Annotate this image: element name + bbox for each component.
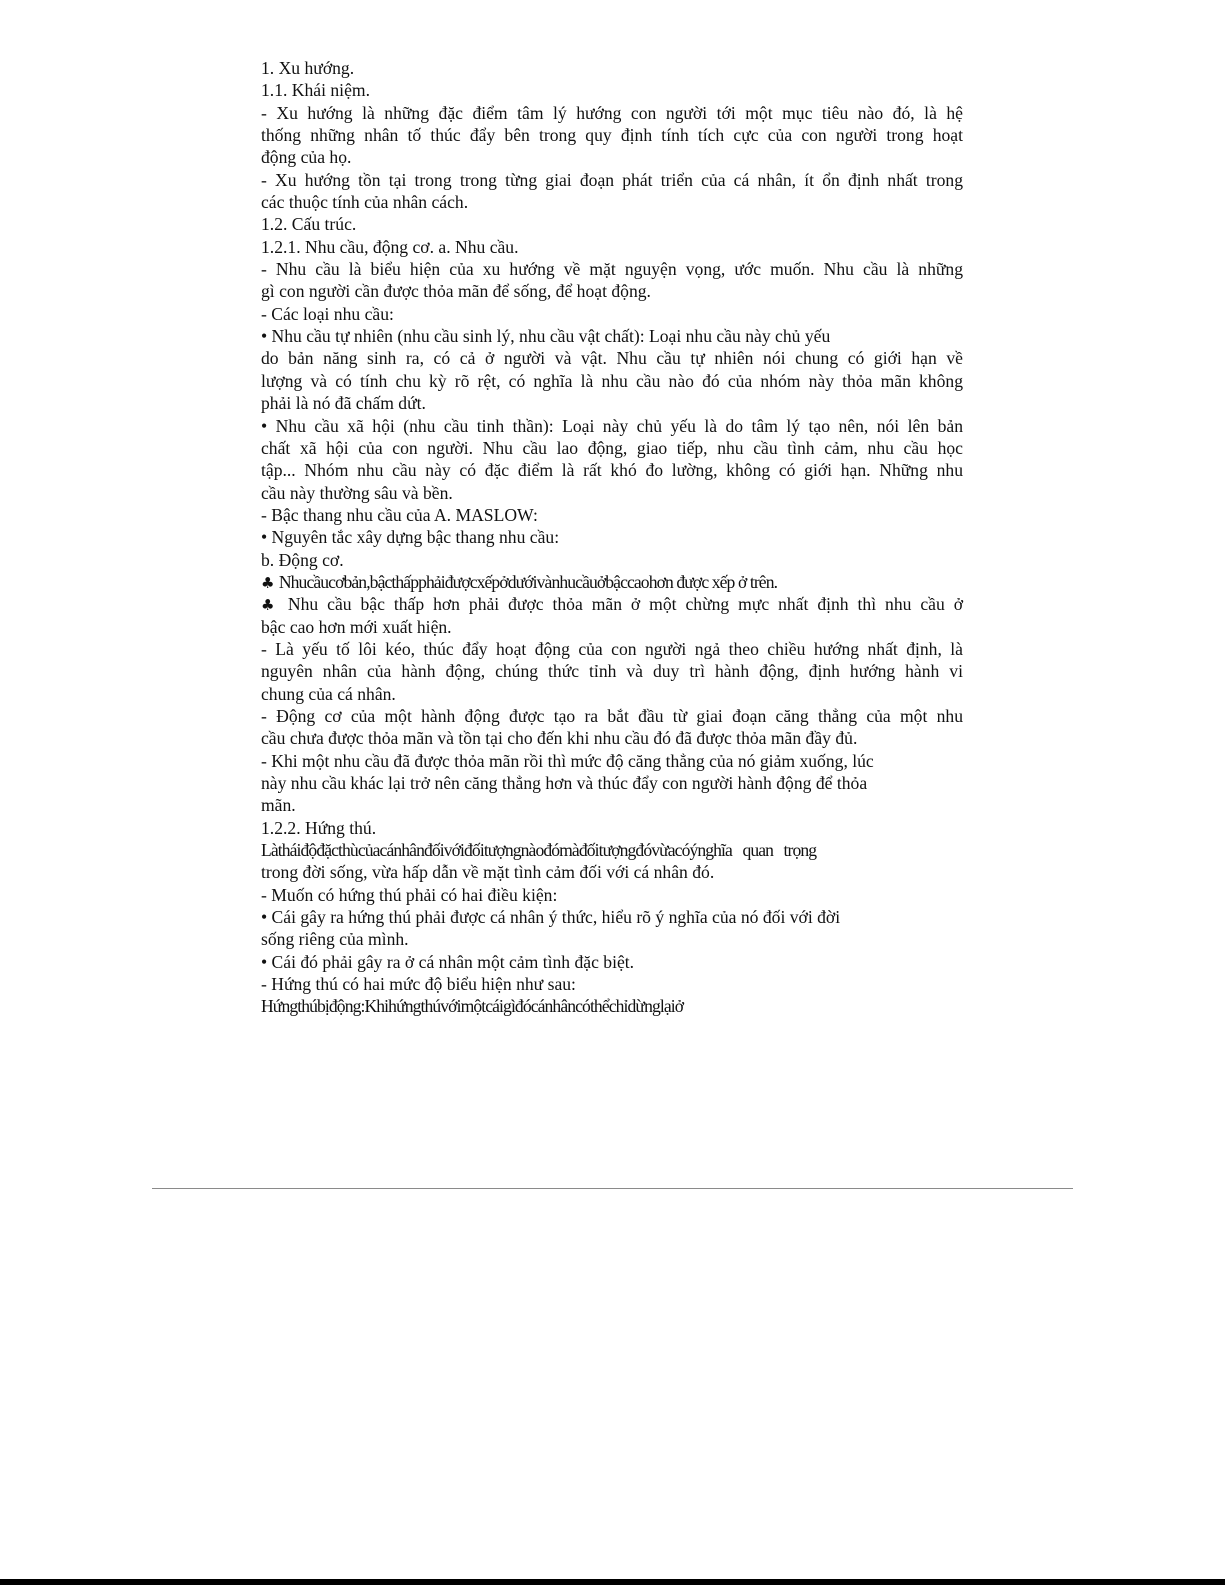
club-line	[261, 593, 963, 615]
text-line: - Xu hướng là những đặc điểm tâm lý hướng con người tới một mục tiêu nào đó, là hệ	[261, 102, 963, 123]
text-line: bậc cao hơn mới xuất hiện.	[261, 616, 452, 637]
text-line: này nhu cầu khác lại trở nên căng thẳng hơn và thúc đẩy con người hành động để thỏa	[261, 773, 868, 793]
heading-nhu-cau-dong-co: 1.2.1. Nhu cầu, động cơ. a. Nhu cầu.	[261, 236, 519, 257]
heading-xu-huong: 1. Xu hướng.	[261, 58, 355, 78]
document-body	[261, 57, 963, 1018]
text-line: - Khi một nhu cầu đã được thỏa mãn rồi thì mức độ căng thẳng của nó giảm xuống, lúc	[261, 750, 874, 771]
club-line-text: Nhu cầu bậc thấp hơn phải được thỏa mãn ở một chừng mực nhất định thì nhu cầu ở	[287, 594, 963, 615]
bullet-line: • Nhu cầu xã hội (nhu cầu tinh thần): Loại này chủ yếu là do tâm lý tạo nên, nói lên bản	[261, 415, 963, 436]
text-line: - Các loại nhu cầu:	[261, 303, 394, 324]
text-line: chung của cá nhân.	[261, 683, 396, 704]
text-line: chất xã hội của con người. Nhu cầu lao động, giao tiếp, nhu cầu tình cảm, nhu cầu học	[261, 437, 963, 458]
text-line: - Bậc thang nhu cầu của A. MASLOW:	[261, 504, 538, 525]
text-line: - Muốn có hứng thú phải có hai điều kiện:	[261, 884, 558, 905]
text-line: - Nhu cầu là biểu hiện của xu hướng về mặt nguyện vọng, ước muốn. Nhu cầu là những	[261, 259, 963, 280]
text-line: do bản năng sinh ra, có cả ở người và vật. Nhu cầu tự nhiên nói chung có giới hạn về	[261, 348, 963, 369]
text-line: Làtháiđộđặcthùcủacánhânđốivớiđốitượngnàođómàđốitượngđóvừacóýnghĩa quan trọng	[261, 840, 817, 861]
text-line: gì con người cần được thỏa mãn để sống, để hoạt động.	[261, 281, 651, 302]
club-icon: ♣	[261, 596, 279, 615]
club-line-text: Nhucầucơbản,bậcthấpphảiđượcxếpởdướivànhucầuởbậccaohơn được xếp ở trên.	[278, 571, 778, 592]
bullet-line: • Nhu cầu tự nhiên (nhu cầu sinh lý, nhu cầu vật chất): Loại nhu cầu này chủ yếu	[261, 326, 831, 347]
bottom-edge-bar	[0, 1579, 1225, 1585]
text-line: sống riêng của mình.	[261, 929, 409, 950]
bullet-line: • Cái gây ra hứng thú phải được cá nhân ý thức, hiểu rõ ý nghĩa của nó đối với đời	[261, 907, 841, 928]
text-line: Hứngthúbịđộng:Khihứngthúvớimộtcáigìđócánhâncóthểchỉdừnglạiở	[261, 996, 684, 1017]
bullet-line: • Nguyên tắc xây dựng bậc thang nhu cầu:	[261, 527, 560, 548]
bullet-line: • Cái đó phải gây ra ở cá nhân một cảm tình đặc biệt.	[261, 951, 635, 972]
heading-hung-thu: 1.2.2. Hứng thú.	[261, 817, 377, 838]
text-line: cầu chưa được thỏa mãn và tồn tại cho đến khi nhu cầu đó đã được thỏa mãn đầy đủ.	[261, 728, 858, 749]
text-line: phải là nó đã chấm dứt.	[261, 393, 426, 414]
text-line: tập... Nhóm nhu cầu này có đặc điểm là rất khó đo lường, không có giới hạn. Những nhu	[261, 460, 963, 481]
club-icon: ♣	[261, 573, 275, 592]
text-line: - Xu hướng tồn tại trong trong từng giai đoạn phát triển của cá nhân, ít ổn định nhất trong	[261, 169, 963, 190]
text-line: nguyên nhân của hành động, chúng thức tỉnh và duy trì hành động, định hướng hành vi	[261, 661, 963, 682]
text-line: thống những nhân tố thúc đẩy bên trong quy định tính tích cực của con người trong hoạt	[261, 125, 963, 146]
heading-khai-niem: 1.1. Khái niệm.	[261, 80, 370, 101]
text-line: - Hứng thú có hai mức độ biểu hiện như sau:	[261, 974, 576, 995]
heading-dong-co: b. Động cơ.	[261, 549, 344, 570]
text-line: - Động cơ của một hành động được tạo ra bắt đầu từ giai đoạn căng thẳng của một nhu	[261, 705, 963, 726]
heading-cau-truc: 1.2. Cấu trúc.	[261, 214, 357, 235]
text-line: các thuộc tính của nhân cách.	[261, 192, 469, 213]
club-line	[261, 571, 963, 593]
text-line: mãn.	[261, 795, 296, 816]
text-line: lượng và có tính chu kỳ rõ rệt, có nghĩa là nhu cầu nào đó của nhóm này thỏa mãn không	[261, 370, 963, 391]
page-divider	[152, 1188, 1073, 1189]
text-line: động của họ.	[261, 147, 352, 168]
text-line: - Là yếu tố lôi kéo, thúc đẩy hoạt động của con người ngả theo chiều hướng nhất định, là	[261, 638, 963, 659]
text-line: cầu này thường sâu và bền.	[261, 482, 453, 503]
text-line: trong đời sống, vừa hấp dẫn về mặt tình cảm đối với cá nhân đó.	[261, 862, 715, 883]
